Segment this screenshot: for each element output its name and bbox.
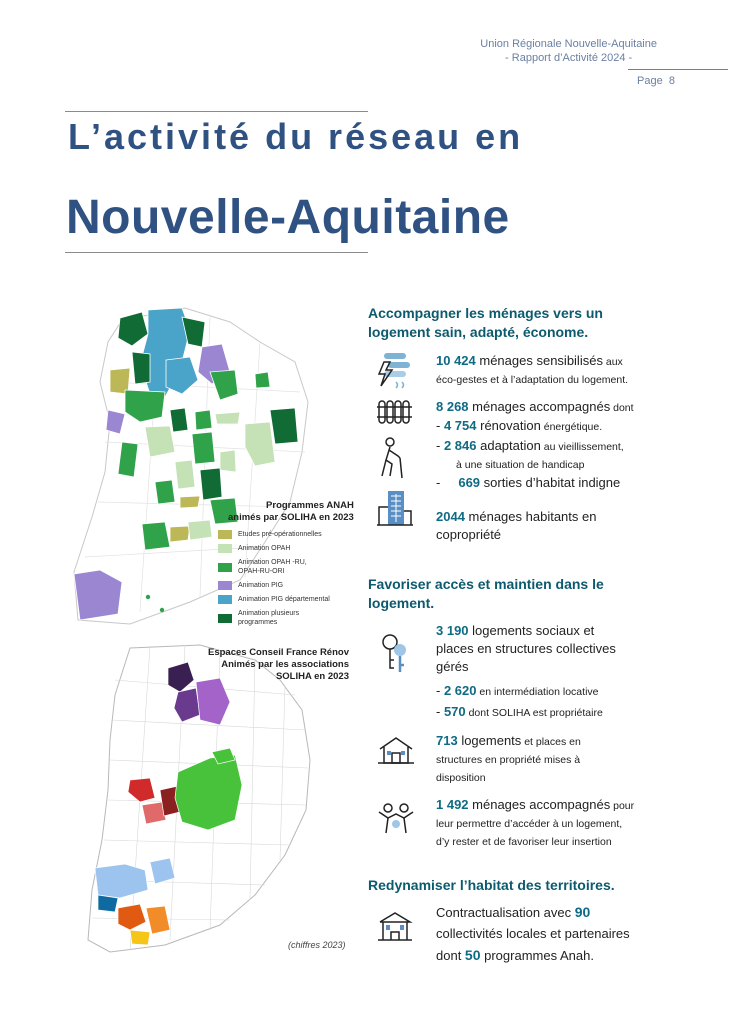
france-renov-map-title: Espaces Conseil France Rénov Animés par les associations SOLIHA en 2023	[208, 647, 349, 682]
legend-swatch	[218, 563, 232, 572]
stat-logements-disposition: 713 logements et places en structures en propriété mises à disposition	[436, 733, 581, 784]
stat-habitat-indigne: - 669 sorties d’habitat indigne	[436, 475, 621, 490]
report-name: - Rapport d’Activité 2024 -	[505, 52, 633, 64]
title-rule-bottom	[65, 252, 368, 253]
legend-item: Animation OPAH	[218, 544, 330, 553]
people-icon	[376, 800, 416, 836]
legend-swatch	[218, 614, 232, 623]
legend-item: Animation plusieurs programmes	[218, 609, 330, 627]
stat-adaptation: - 2 846 adaptation au vieillissement, à une situation de handicap	[436, 438, 624, 471]
report-header	[480, 37, 657, 65]
legend-item: Animation PIG départemental	[218, 595, 330, 604]
stat-menages-accompagnes: 8 268 ménages accompagnés dont - 4 754 rénovation énergétique.	[436, 399, 634, 433]
stat-intermediation: - 2 620 en intermédiation locative	[436, 683, 599, 698]
house-icon	[376, 735, 416, 767]
radiator-icon	[376, 397, 414, 427]
town-hall-icon	[376, 910, 414, 944]
france-renov-map	[70, 640, 360, 960]
page-title-line1: L’activité du réseau en	[68, 116, 524, 157]
legend-swatch	[218, 581, 232, 590]
page-value: 8	[668, 75, 675, 87]
title-rule-top	[65, 111, 368, 112]
org-name: Union Régionale Nouvelle-Aquitaine	[480, 38, 657, 50]
stat-acces-logement: 1 492 ménages accompagnés pour leur permettre d’accéder à un logement, d’y rester et de favoriser leur insertion	[436, 797, 635, 848]
anah-map-legend	[218, 530, 330, 632]
section-title-redynamiser: Redynamiser l’habitat des territoires.	[368, 877, 615, 893]
stat-copropriete: 2044 ménages habitants en copropriété	[436, 509, 597, 542]
keys-icon	[376, 632, 414, 676]
legend-item: Animation PIG	[218, 581, 330, 590]
legend-item: Animation OPAH -RU, OPAH-RU-ORI	[218, 558, 330, 576]
building-icon	[376, 489, 414, 529]
stat-soliha-proprietaire: - 570 dont SOLIHA est propriétaire	[436, 704, 603, 719]
stat-logements-sociaux: 3 190 logements sociaux et places en structures collectives gérés	[436, 623, 616, 674]
page-number	[637, 75, 675, 87]
legend-swatch	[218, 544, 232, 553]
stat-collectivites: Contractualisation avec 90 collectivités locales et partenaires dont 50 programmes Anah.	[436, 904, 630, 963]
legend-swatch	[218, 530, 232, 539]
page-label: Page	[637, 75, 663, 87]
legend-item: Etudes pré-opérationnelles	[218, 530, 330, 539]
footnote: (chiffres 2023)	[288, 940, 346, 950]
energy-icon	[376, 350, 414, 392]
page-title-line2: Nouvelle-Aquitaine	[66, 191, 510, 244]
section-title-favoriser: Favoriser accès et maintien dans le logement.	[368, 576, 604, 611]
anah-map-title: Programmes ANAH animés par SOLIHA en 2023	[228, 500, 354, 523]
legend-swatch	[218, 595, 232, 604]
stat-menages-sensibilises: 10 424 ménages sensibilisés aux éco-gestes et à l’adaptation du logement.	[436, 353, 629, 386]
section-title-accompagner: Accompagner les ménages vers un logement sain, adapté, économe.	[368, 305, 603, 340]
header-rule	[628, 69, 728, 70]
elderly-person-icon	[376, 436, 414, 480]
